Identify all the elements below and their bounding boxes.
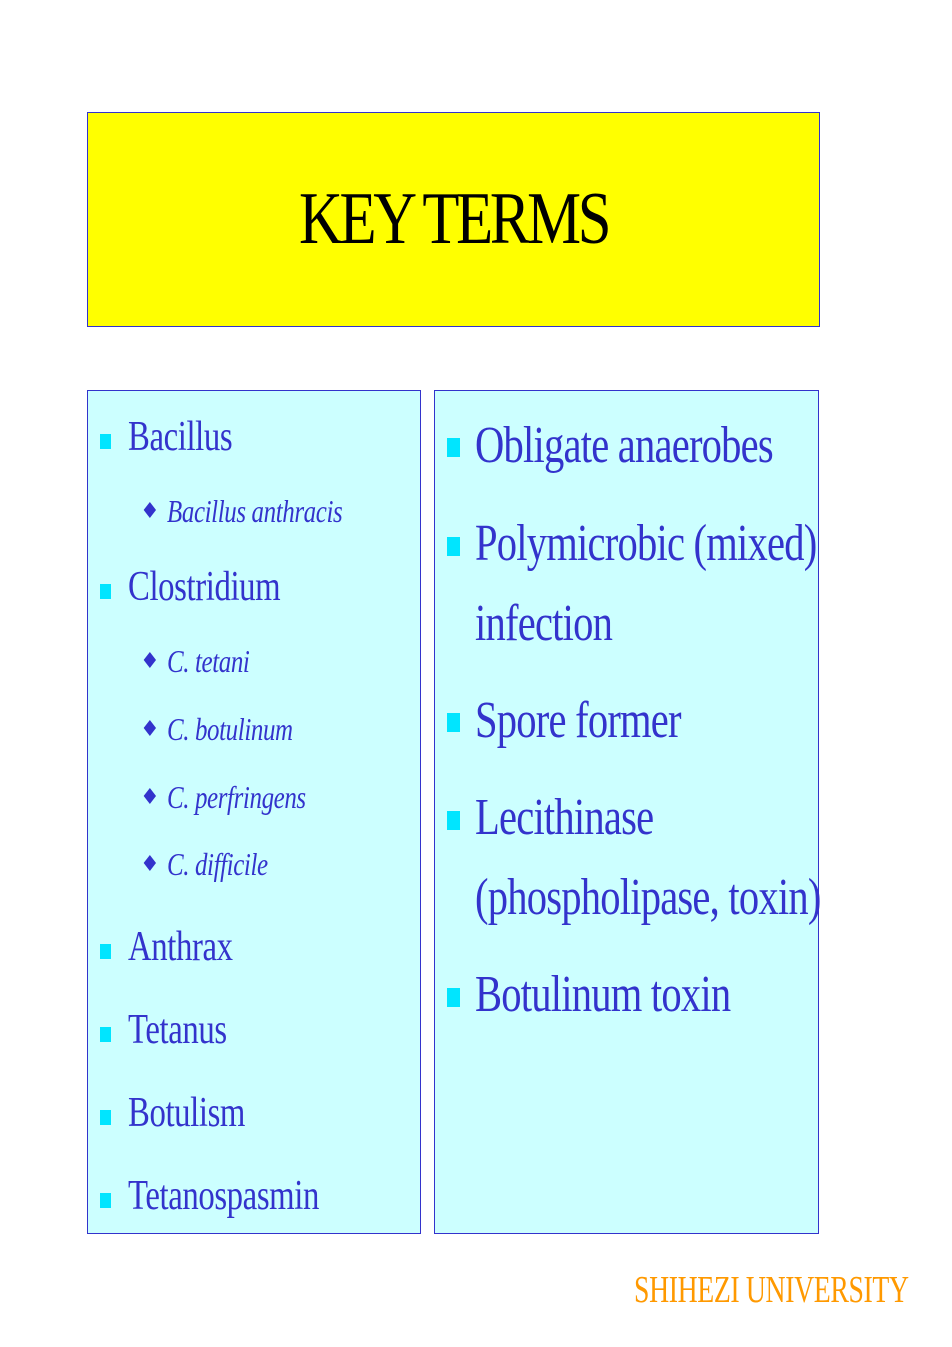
list-item: C. difficile: [167, 846, 268, 882]
square-bullet-icon: [100, 1027, 111, 1042]
list-item: Obligate anaerobes: [475, 417, 773, 474]
square-bullet-icon: [447, 811, 460, 830]
footer-university-name: SHIHEZI UNIVERSITY: [634, 1269, 909, 1311]
list-item: Polymicrobic (mixed): [475, 515, 817, 572]
list-item: Clostridium: [128, 564, 281, 610]
square-bullet-icon: [100, 434, 111, 449]
list-item: Botulism: [128, 1090, 246, 1136]
title-box: [87, 112, 820, 327]
list-item-continuation: infection: [475, 595, 613, 652]
list-item: C. perfringens: [167, 779, 306, 815]
list-item: Lecithinase: [475, 789, 654, 846]
list-item: Anthrax: [128, 924, 233, 970]
diamond-bullet-icon: ♦: [140, 717, 160, 742]
square-bullet-icon: [100, 1193, 111, 1208]
page-title: KEY TERMS: [298, 178, 609, 260]
list-item: C. tetani: [167, 643, 250, 679]
square-bullet-icon: [447, 438, 460, 457]
square-bullet-icon: [447, 537, 460, 556]
diamond-bullet-icon: ♦: [140, 785, 160, 810]
list-item-continuation: (phospholipase, toxin): [475, 869, 821, 926]
square-bullet-icon: [100, 584, 111, 599]
list-item: Botulinum toxin: [475, 966, 731, 1023]
list-item: C. botulinum: [167, 711, 293, 747]
square-bullet-icon: [447, 988, 460, 1007]
diamond-bullet-icon: ♦: [140, 649, 160, 674]
diamond-bullet-icon: ♦: [140, 852, 160, 877]
list-item: Tetanus: [128, 1007, 227, 1053]
diamond-bullet-icon: ♦: [140, 499, 160, 524]
square-bullet-icon: [100, 1110, 111, 1125]
square-bullet-icon: [447, 713, 460, 732]
list-item: Bacillus anthracis: [167, 493, 343, 529]
list-item: Spore former: [475, 692, 681, 749]
right-terms-panel: [434, 390, 819, 1234]
list-item: Bacillus: [128, 414, 233, 460]
list-item: Tetanospasmin: [128, 1173, 319, 1219]
left-terms-panel: [87, 390, 421, 1234]
square-bullet-icon: [100, 944, 111, 959]
